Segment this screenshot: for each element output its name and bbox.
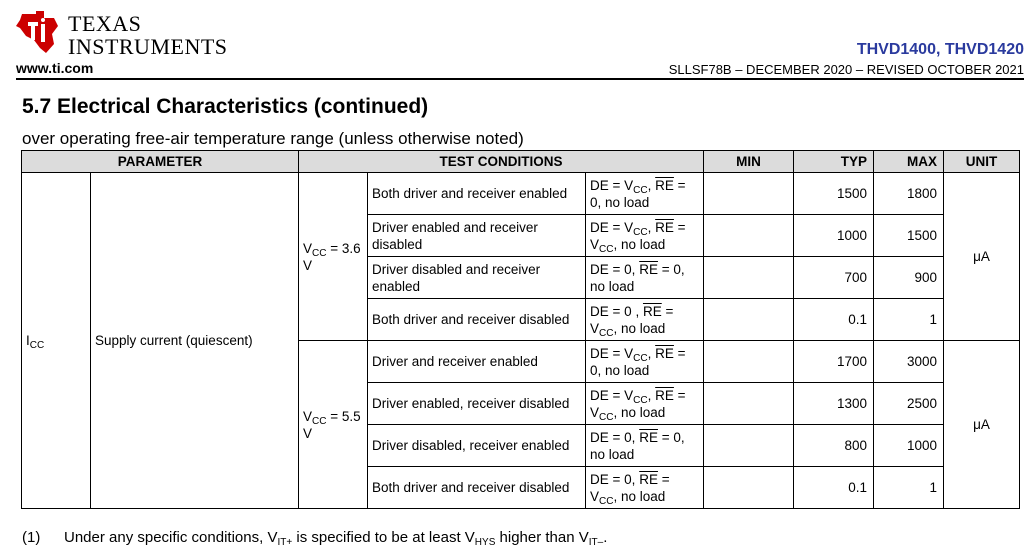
max-value: 1800 <box>874 173 944 215</box>
table-header-row <box>22 151 1020 173</box>
max-value: 3000 <box>874 341 944 383</box>
min-value <box>704 257 794 299</box>
min-value <box>704 467 794 509</box>
pin-condition: DE = $V_{CC}$, $\overline{RE}$ = $V_{CC}$, no load <box>586 215 704 257</box>
typ-value: 1300 <box>794 383 874 425</box>
header-test-conditions: TEST CONDITIONS <box>299 151 704 173</box>
typ-value: 1700 <box>794 341 874 383</box>
max-value: 1 <box>874 299 944 341</box>
condition-desc: Driver and receiver enabled <box>368 341 586 383</box>
max-value: 2500 <box>874 383 944 425</box>
header-min: MIN <box>704 151 794 173</box>
typ-value: 800 <box>794 425 874 467</box>
logo-line-1: TEXAS <box>68 11 142 36</box>
footnote-mark: (1) <box>22 529 41 546</box>
max-value: 1500 <box>874 215 944 257</box>
header-typ: TYP <box>794 151 874 173</box>
typ-value: 700 <box>794 257 874 299</box>
pin-condition: DE = $V_{CC}$, $\overline{RE}$ = $V_{CC}$, no load <box>586 383 704 425</box>
max-value: 900 <box>874 257 944 299</box>
condition-desc: Driver disabled and receiver enabled <box>368 257 586 299</box>
pin-condition: DE = 0 , $\overline{RE}$ = $V_{CC}$, no load <box>586 299 704 341</box>
min-value <box>704 425 794 467</box>
condition-desc: Driver enabled, receiver disabled <box>368 383 586 425</box>
min-value <box>704 299 794 341</box>
typ-value: 1000 <box>794 215 874 257</box>
ti-wordmark <box>68 13 228 58</box>
pin-condition: DE = 0, $\overline{RE}$ = $V_{CC}$, no load <box>586 467 704 509</box>
typ-value: 0.1 <box>794 299 874 341</box>
pin-condition: DE = $V_{CC}$, $\overline{RE}$ = 0, no load <box>586 173 704 215</box>
footnote: (1) Under any specific conditions, $V_{IT+}$ is specified to be at least $V_{HYS}$ higher than $V_{IT-}$. <box>22 529 608 548</box>
pin-condition: DE = $V_{CC}$, $\overline{RE}$ = 0, no load <box>586 341 704 383</box>
header-max: MAX <box>874 151 944 173</box>
vcc-condition: $V_{CC} = 3.6$ V <box>299 173 368 341</box>
max-value: 1 <box>874 467 944 509</box>
typ-value: 1500 <box>794 173 874 215</box>
param-symbol: $I_{CC}$ <box>22 173 91 509</box>
part-numbers[interactable]: THVD1400, THVD1420 <box>856 41 1024 58</box>
typ-value: 0.1 <box>794 467 874 509</box>
max-value: 1000 <box>874 425 944 467</box>
unit-value: μA <box>944 173 1020 341</box>
min-value <box>704 383 794 425</box>
min-value <box>704 173 794 215</box>
section-title: 5.7 Electrical Characteristics (continued) <box>22 95 429 118</box>
condition-desc: Both driver and receiver disabled <box>368 467 586 509</box>
pin-condition: DE = 0, $\overline{RE} = 0$, no load <box>586 425 704 467</box>
param-name: Supply current (quiescent) <box>91 173 299 509</box>
min-value <box>704 341 794 383</box>
document-info: SLLSF78B – DECEMBER 2020 – REVISED OCTOBER 2021 <box>668 62 1024 77</box>
condition-desc: Driver enabled and receiver disabled <box>368 215 586 257</box>
website-link[interactable]: www.ti.com <box>16 60 94 76</box>
header-parameter: PARAMETER <box>22 151 299 173</box>
condition-desc: Both driver and receiver disabled <box>368 299 586 341</box>
condition-desc: Driver disabled, receiver enabled <box>368 425 586 467</box>
electrical-characteristics-table <box>21 150 1020 509</box>
condition-desc: Both driver and receiver enabled <box>368 173 586 215</box>
header-unit: UNIT <box>944 151 1020 173</box>
min-value <box>704 215 794 257</box>
vcc-condition: $V_{CC} = 5.5$ V <box>299 341 368 509</box>
table-subtitle: over operating free-air temperature range (unless otherwise noted) <box>22 129 524 148</box>
pin-condition: DE = 0, $\overline{RE} = 0$, no load <box>586 257 704 299</box>
header-divider <box>16 78 1024 80</box>
unit-value: μA <box>944 341 1020 509</box>
ti-logo-icon <box>14 10 62 54</box>
logo-line-2: INSTRUMENTS <box>68 34 228 59</box>
table-row <box>22 173 1020 215</box>
